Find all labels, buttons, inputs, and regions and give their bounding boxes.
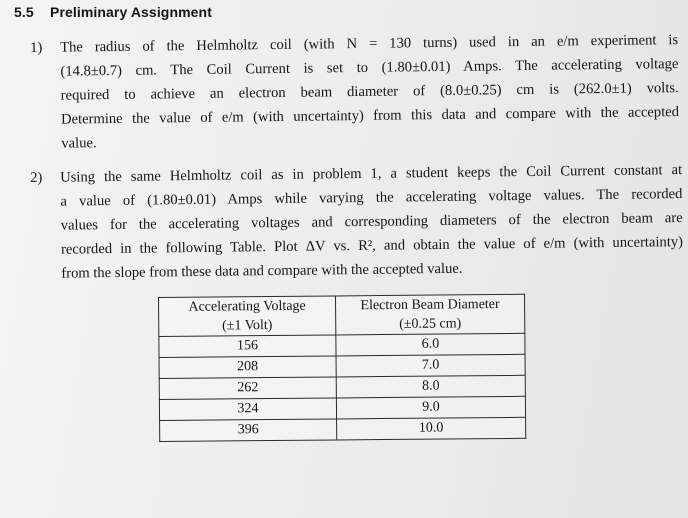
section-heading [14, 4, 212, 20]
problem-2-text [60, 158, 683, 286]
problem-2-number: 2) [30, 169, 43, 186]
problem-1-line: value. [61, 135, 97, 152]
problem-2 [30, 158, 683, 286]
voltage-cell: 324 [159, 398, 336, 421]
problem-2-line: values for the accelerating voltages and corresponding diameters of the electron beam are [60, 210, 683, 234]
problem-2-line: recorded in the following Table. Plot ΔV vs. R², and obtain the value of e/m (with uncertainty) [60, 234, 684, 258]
voltage-column-header [159, 296, 336, 337]
problem-2-line: Using the same Helmholtz coil as in problem 1, a student keeps the Coil Current constant at [60, 162, 683, 186]
data-table [158, 294, 526, 442]
diameter-cell: 10.0 [337, 417, 526, 440]
diameter-cell: 6.0 [336, 333, 525, 356]
voltage-cell: 262 [159, 377, 336, 400]
diameter-cell: 8.0 [336, 375, 525, 398]
problem-1-line: required to achieve an electron beam diameter of (8.0±0.25) cm is (262.0±1) volts. [60, 80, 679, 104]
voltage-cell: 208 [159, 356, 336, 379]
problem-1-line: The radius of the Helmholtz coil (with N = 130 turns) used in an e/m experiment is [60, 32, 679, 56]
problem-1-line: Determine the value of e/m (with uncertainty) from this data and compare with the accepted [60, 104, 680, 128]
header-label: Accelerating Voltage [188, 298, 306, 315]
header-unit: (±0.25 cm) [399, 316, 462, 332]
table-header-row [159, 294, 525, 336]
problem-1-line: (14.8±0.7) cm. The Coil Current is set to (1.80±0.01) Amps. The accelerating voltage [60, 56, 679, 80]
section-number: 5.5 [14, 4, 34, 20]
header-label: Electron Beam Diameter [360, 297, 500, 314]
voltage-cell: 396 [160, 419, 337, 442]
problem-1-text [60, 28, 679, 156]
problem-2-line: from the slope from these data and compare with the accepted value. [61, 260, 463, 282]
problem-1 [30, 28, 679, 156]
section-title: Preliminary Assignment [50, 4, 212, 20]
header-unit: (±1 Volt) [222, 318, 273, 334]
voltage-cell: 156 [159, 335, 336, 358]
diameter-cell: 9.0 [336, 396, 525, 419]
table-row [160, 417, 526, 441]
problem-2-line: a value of (1.80±0.01) Amps while varying the accelerating voltage values. The recorded [60, 186, 683, 210]
diameter-cell: 7.0 [336, 354, 525, 377]
diameter-column-header [335, 294, 524, 335]
problem-1-number: 1) [30, 39, 43, 56]
